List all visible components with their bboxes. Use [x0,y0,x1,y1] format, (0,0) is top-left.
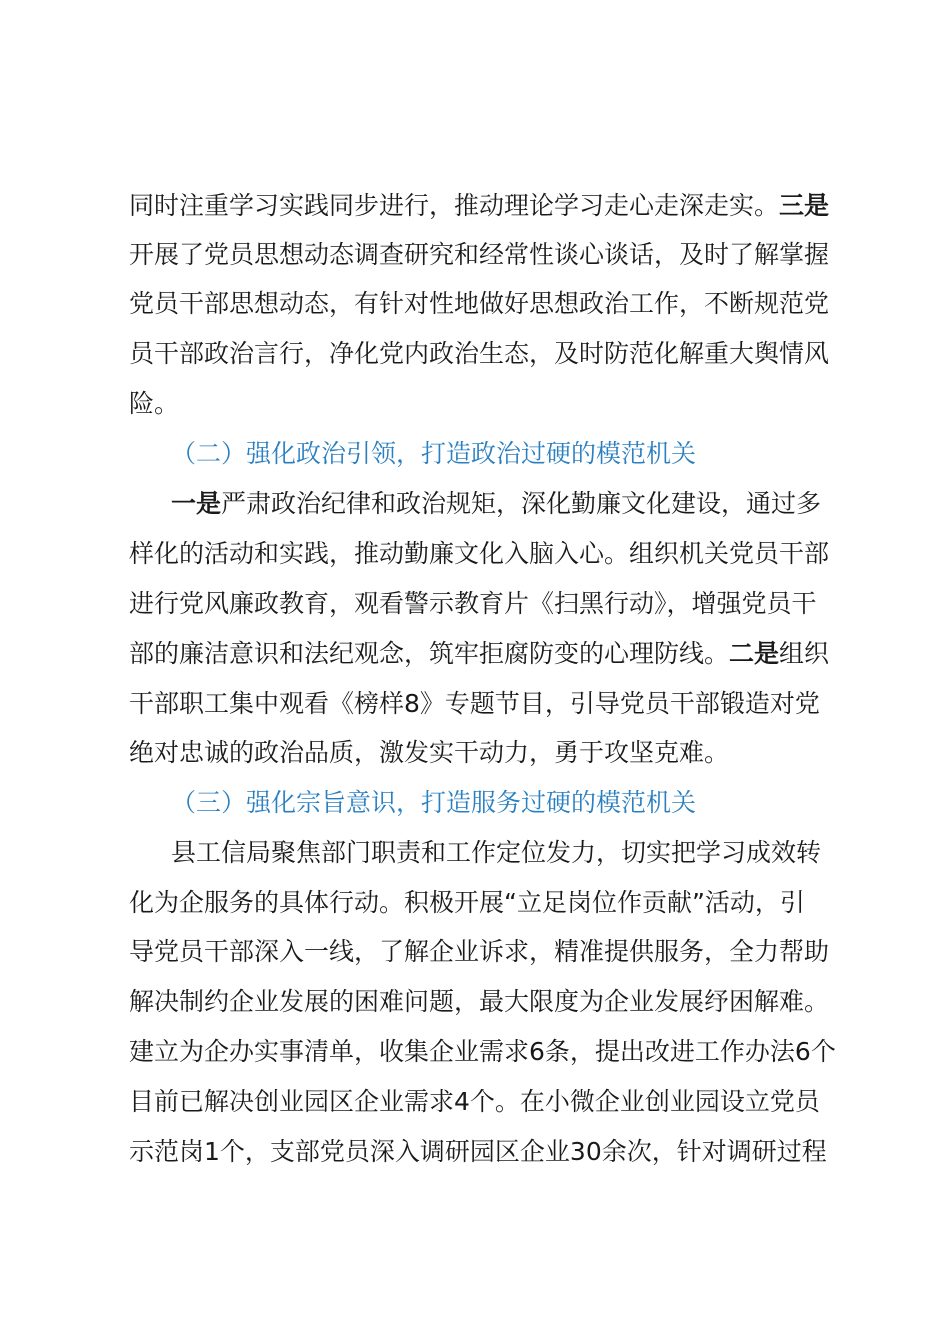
para2-line1-text: 严肃政治纪律和政治规矩，深化勤廉文化建设，通过多 [221,489,822,518]
para3-line7: 示范岗1个，支部党员深入调研园区企业30余次，针对调研过程 [129,1137,827,1166]
para1-line1 [129,186,829,226]
para1-line1-bold: 三是 [779,191,830,220]
section-heading-3: （三）强化宗旨意识，打造服务过硬的模范机关 [171,788,697,817]
para2-line3: 进行党风廉政教育，观看警示教育片《扫黑行动》，增强党员干 [129,589,817,618]
para3-line1: 县工信局聚焦部门职责和工作定位发力，切实把学习成效转 [171,838,822,867]
para2-line5: 干部职工集中观看《榜样8》专题节目，引导党员干部锻造对党 [129,689,820,718]
para1-line1-text: 同时注重学习实践同步进行，推动理论学习走心走深走实。 [129,191,780,220]
para1-line4: 员干部政治言行，净化党内政治生态，及时防范化解重大舆情风 [129,339,830,368]
para2-line4-tail: 组织 [779,639,830,668]
para3-line2: 化为企服务的具体行动。积极开展“立足岗位作贡献”活动，引 [129,888,805,917]
section-heading-2: （二）强化政治引领，打造政治过硬的模范机关 [171,439,697,468]
para2-line4 [129,634,829,674]
para2-line4-text: 部的廉洁意识和法纪观念，筑牢拒腐防变的心理防线。 [129,639,730,668]
para1-line2: 开展了党员思想动态调查研究和经常性谈心谈话，及时了解掌握 [129,240,830,269]
para2-line2: 样化的活动和实践，推动勤廉文化入脑入心。组织机关党员干部 [129,539,830,568]
para3-line4: 解决制约企业发展的困难问题，最大限度为企业发展纾困解难。 [129,987,830,1016]
para3-line6: 目前已解决创业园区企业需求4个。在小微企业创业园设立党员 [129,1087,820,1116]
para3-line3: 导党员干部深入一线，了解企业诉求，精准提供服务，全力帮助 [129,937,830,966]
para1-line3: 党员干部思想动态，有针对性地做好思想政治工作，不断规范党 [129,289,830,318]
para2-line6: 绝对忠诚的政治品质，激发实干动力，勇于攻坚克难。 [129,738,730,767]
para1-line5: 险。 [129,389,180,418]
para2-line1 [171,484,821,524]
para2-line4-bold: 二是 [729,639,780,668]
para3-line5: 建立为企办实事清单，收集企业需求6条，提出改进工作办法6个 [129,1037,836,1066]
para2-line1-bold: 一是 [171,489,222,518]
